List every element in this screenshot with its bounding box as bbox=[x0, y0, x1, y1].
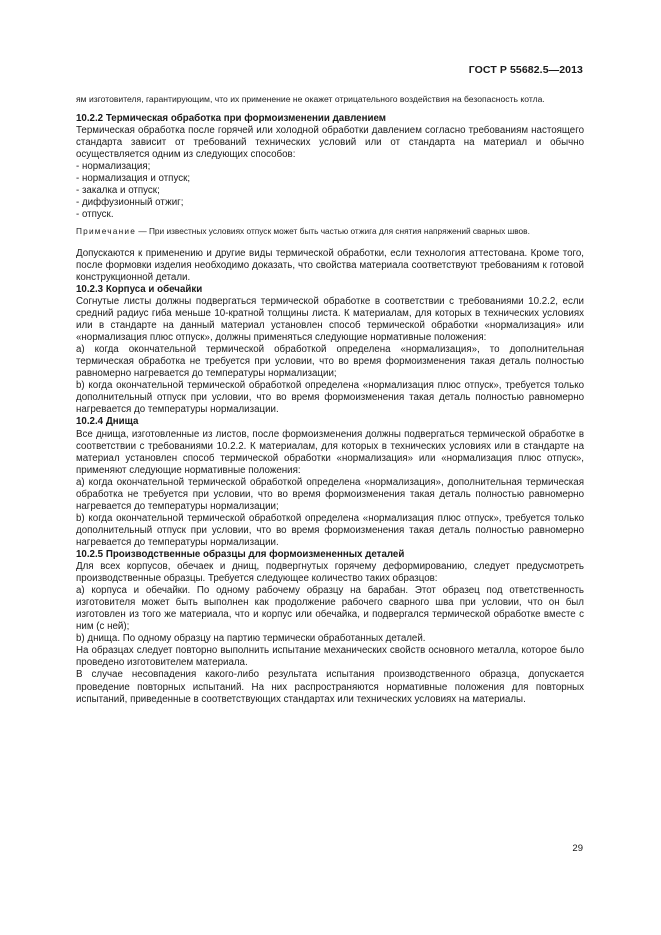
list-item: - диффузионный отжиг; bbox=[76, 196, 184, 208]
heat-treatment-methods-list bbox=[76, 161, 584, 221]
section-10-2-5-item-b: b) днища. По одному образцу на партию термически обработанных деталей. bbox=[76, 633, 426, 645]
list-item: - отпуск. bbox=[76, 208, 114, 220]
document-id-header: ГОСТ Р 55682.5—2013 bbox=[468, 64, 583, 76]
note-text: — При известных условиях отпуск может быть частью отжига для снятия напряжений сварных швов. bbox=[136, 226, 530, 237]
section-10-2-4-title: 10.2.4 Днища bbox=[76, 416, 139, 428]
section-10-2-4-item-a: a) когда окончательной термической обработкой определена «нормализация», дополнительная термическая обработка не требуется при условии, что во время формоизменения такая деталь полностью равномерно нагревается до температуры нормализации; bbox=[76, 476, 584, 512]
section-10-2-5-title: 10.2.5 Производственные образцы для формоизмененных деталей bbox=[76, 548, 405, 560]
section-10-2-5-item-a: a) корпуса и обечайки. По одному рабочему образцу на барабан. Этот образец под ответственность изготовителя может быть выполнен как продолжение рабочего сварного шва при условии, что он был изготовлен из того же материала, что и корпус или обечайка, и подвергался термической обработке вместе с ним (с ней); bbox=[76, 585, 584, 633]
note bbox=[76, 226, 584, 237]
section-10-2-2-after-note: Допускаются к применению и другие виды термической обработки, если технология аттестована. Кроме того, после формовки изделия необходимо доказать, что свойства материала соответствуют требованиям к готовой конструкционной детали. bbox=[76, 247, 584, 283]
section-10-2-5-paragraph-1: На образцах следует повторно выполнить испытание механических свойств основного металла, которое было проведено изготовителем материала. bbox=[76, 645, 584, 669]
list-item: - нормализация и отпуск; bbox=[76, 172, 191, 184]
section-10-2-5-text: Для всех корпусов, обечаек и днищ, подвергнутых горячему деформированию, следует предусмотреть производственные образцы. Требуется следующее количество таких образцов: bbox=[76, 561, 584, 585]
section-10-2-3-title: 10.2.3 Корпуса и обечайки bbox=[76, 283, 203, 295]
section-10-2-2-title: 10.2.2 Термическая обработка при формоизменении давлением bbox=[76, 112, 386, 124]
section-10-2-3-text: Согнутые листы должны подвергаться термической обработке в соответствии с требованиями 10.2.2, если средний радиус гиба меньше 10-кратной толщины листа. К материалам, для которых в технических условиях или в стандарте на данный материал установлен способ термической обработки «нормализация» или «нормализация плюс отпуск», должны применяться следующие нормативные положения: bbox=[76, 296, 584, 344]
document-body bbox=[76, 94, 584, 706]
note-label: Примечание bbox=[76, 226, 137, 237]
list-item: - нормализация; bbox=[76, 160, 151, 172]
page-number: 29 bbox=[572, 843, 583, 854]
section-10-2-4-text: Все днища, изготовленные из листов, после формоизменения должны подвергаться термической обработке в соответствии с требованиями 10.2.2. К материалам, для которых в технических условиях или в стандарте на материал установлен способ термической обработки «нормализация» или «нормализация плюс отпуск», применяют следующие нормативные положения: bbox=[76, 428, 584, 476]
list-item: - закалка и отпуск; bbox=[76, 184, 160, 196]
section-10-2-3-item-b: b) когда окончательной термической обработкой определена «нормализация плюс отпуск», требуется только дополнительный отпуск при условии, что во время формоизменения такая деталь полностью равномерно нагревается до температуры нормализации. bbox=[76, 380, 584, 416]
section-10-2-5-paragraph-2: В случае несовпадения какого-либо результата испытания производственного образца, допускается проведение повторных испытаний. На них распространяются нормативные положения для повторных испытаний, приведенные в соответствующих стандартах или технических условиях на материалы. bbox=[76, 669, 584, 705]
section-10-2-2-text: Термическая обработка после горячей или холодной обработки давлением согласно требованиям настоящего стандарта зависит от требований технических условий или от стандарта на материал и обычно осуществляется одним из следующих способов: bbox=[76, 124, 584, 160]
intro-text: ям изготовителя, гарантирующим, что их применение не окажет отрицательного воздействия на безопасность котла. bbox=[76, 94, 545, 104]
section-10-2-3-item-a: a) когда окончательной термической обработкой определена «нормализация», то дополнительная термическая обработка не требуется при условии, что во время формоизменения такая деталь полностью равномерно нагревается до температуры нормализации; bbox=[76, 344, 584, 380]
section-10-2-4-item-b: b) когда окончательной термической обработкой определена «нормализация плюс отпуск», требуется только дополнительный отпуск при условии, что во время формоизменения такая деталь полностью равномерно нагревается до температуры нормализации. bbox=[76, 512, 584, 548]
